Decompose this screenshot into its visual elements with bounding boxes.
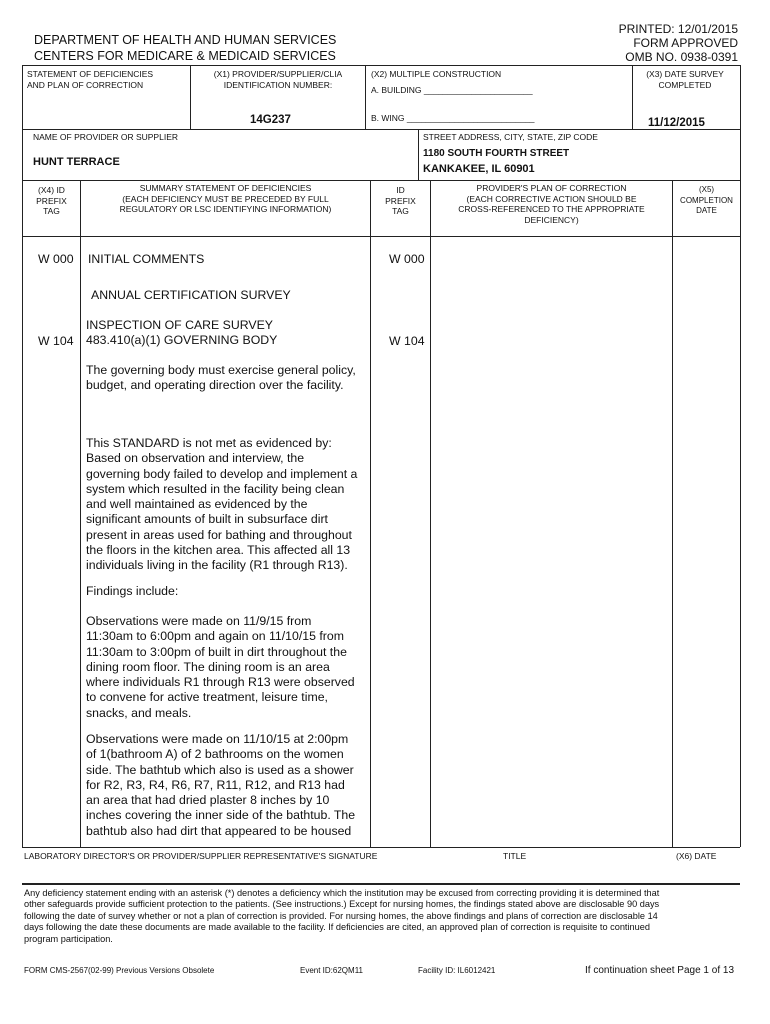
form-approved: FORM APPROVED (633, 36, 738, 50)
disclaimer: Any deficiency statement ending with an asterisk (*) denotes a deficiency which the institution may be excused from correcting providing it is determined that other safeguards provide sufficient protection to the patients. (See instructions.) Except for nursing homes, the findings stated above are disclosable 90 days following the date of survey whether or not a plan of correction is provided. For nursing homes, the above findings and plans of correction are disclosable 14 days following the date these documents are made available to the facility. If deficiencies are cited, an approved plan of correction is requisite to continued program participation. (24, 888, 660, 944)
provider-name: HUNT TERRACE (33, 156, 120, 168)
provider-id: 14G237 (250, 114, 291, 126)
wing-line: B. WING ___________________________ (371, 113, 535, 123)
printed-date: PRINTED: 12/01/2015 (618, 22, 738, 36)
page-indicator: If continuation sheet Page 1 of 13 (585, 965, 734, 976)
statement-label: STATEMENT OF DEFICIENCIES AND PLAN OF CORRECTION (27, 69, 154, 90)
city-state-zip: KANKAKEE, IL 60901 (423, 163, 535, 175)
tag-w104: W 104 (38, 334, 74, 348)
signature-label: LABORATORY DIRECTOR'S OR PROVIDER/SUPPLIER REPRESENTATIVE'S SIGNATURE (24, 851, 378, 861)
street-address: 1180 SOUTH FOURTH STREET (423, 148, 570, 159)
id-w000: W 000 (389, 252, 425, 266)
form-number: FORM CMS-2567(02-99) Previous Versions Obsolete (24, 966, 215, 975)
x2-label: (X2) MULTIPLE CONSTRUCTION (371, 69, 502, 79)
x1-label: (X1) PROVIDER/SUPPLIER/CLIA IDENTIFICATION NUMBER: (213, 69, 343, 90)
event-id: Event ID:62QM11 (300, 966, 363, 975)
agency-header (34, 32, 336, 64)
observation-bathroom: Observations were made on 11/10/15 at 2:00pm of 1(bathroom A) of 2 bathrooms on the women side. The bathtub which also is used as a shower for R2, R3, R4, R6, R7, R11, R12, and R13 had an area that had dried plaster 8 inches by 10 inches covering the inner side of the bathtub. The bathtub also had dirt that appeared to be housed (86, 732, 356, 838)
survey-date: 11/12/2015 (648, 117, 705, 129)
date-label: (X6) DATE (676, 851, 717, 861)
regulation-text: The governing body must exercise general policy, budget, and operating direction over the facility. (86, 363, 356, 393)
initial-comments: INITIAL COMMENTS (88, 252, 205, 266)
id-header: ID PREFIX TAG (385, 185, 416, 216)
tag-w000: W 000 (38, 252, 74, 266)
id-w104: W 104 (389, 334, 425, 348)
facility-id: Facility ID: IL6012421 (418, 966, 496, 975)
summary-header: SUMMARY STATEMENT OF DEFICIENCIES (EACH DEFICIENCY MUST BE PRECEDED BY FULL REGULATORY OR LSC IDENTIFYING INFORMATION) (119, 183, 332, 214)
plan-header: PROVIDER'S PLAN OF CORRECTION (EACH CORRECTIVE ACTION SHOULD BE CROSS-REFERENCED TO THE APPROPRIATE DEFICIENCY) (458, 183, 645, 225)
agency-name: CENTERS FOR MEDICARE & MEDICAID SERVICES (34, 49, 336, 63)
provider-name-label: NAME OF PROVIDER OR SUPPLIER (33, 132, 178, 142)
observation-dining-room: Observations were made on 11/9/15 from 11:30am to 6:00pm and again on 11/10/15 from 11:30am to 3:00pm of built in dirt throughout the dining room floor. The dining room is an area where individuals R1 through R13 were observed to convene for active treatment, leisure time, snacks, and meals. (86, 614, 355, 720)
department-name: DEPARTMENT OF HEALTH AND HUMAN SERVICES (34, 33, 337, 47)
annual-survey: ANNUAL CERTIFICATION SURVEY (91, 288, 291, 302)
findings-include: Findings include: (86, 584, 179, 598)
inspection-heading: INSPECTION OF CARE SURVEY 483.410(a)(1) GOVERNING BODY (86, 318, 278, 348)
x5-header: (X5) COMPLETION DATE (680, 185, 733, 215)
x4-header: (X4) ID PREFIX TAG (36, 185, 67, 216)
title-label: TITLE (503, 851, 527, 861)
omb-number: OMB NO. 0938-0391 (625, 50, 738, 64)
address-label: STREET ADDRESS, CITY, STATE, ZIP CODE (423, 132, 598, 142)
finding-summary: This STANDARD is not met as evidenced by: Based on observation and interview, the governing body failed to develop and implement a system which resulted in the facility being clean and well maintained as evidenced by the significant amounts of built in subsurface dirt present in areas used for bathing and throughout the floors in the kitchen area. This affected all 13 individuals living in the facility (R1 through R13). (86, 436, 358, 573)
building-line: A. BUILDING _______________________ (371, 85, 533, 95)
x3-label: (X3) DATE SURVEY COMPLETED (646, 69, 724, 90)
header-meta (560, 22, 738, 64)
